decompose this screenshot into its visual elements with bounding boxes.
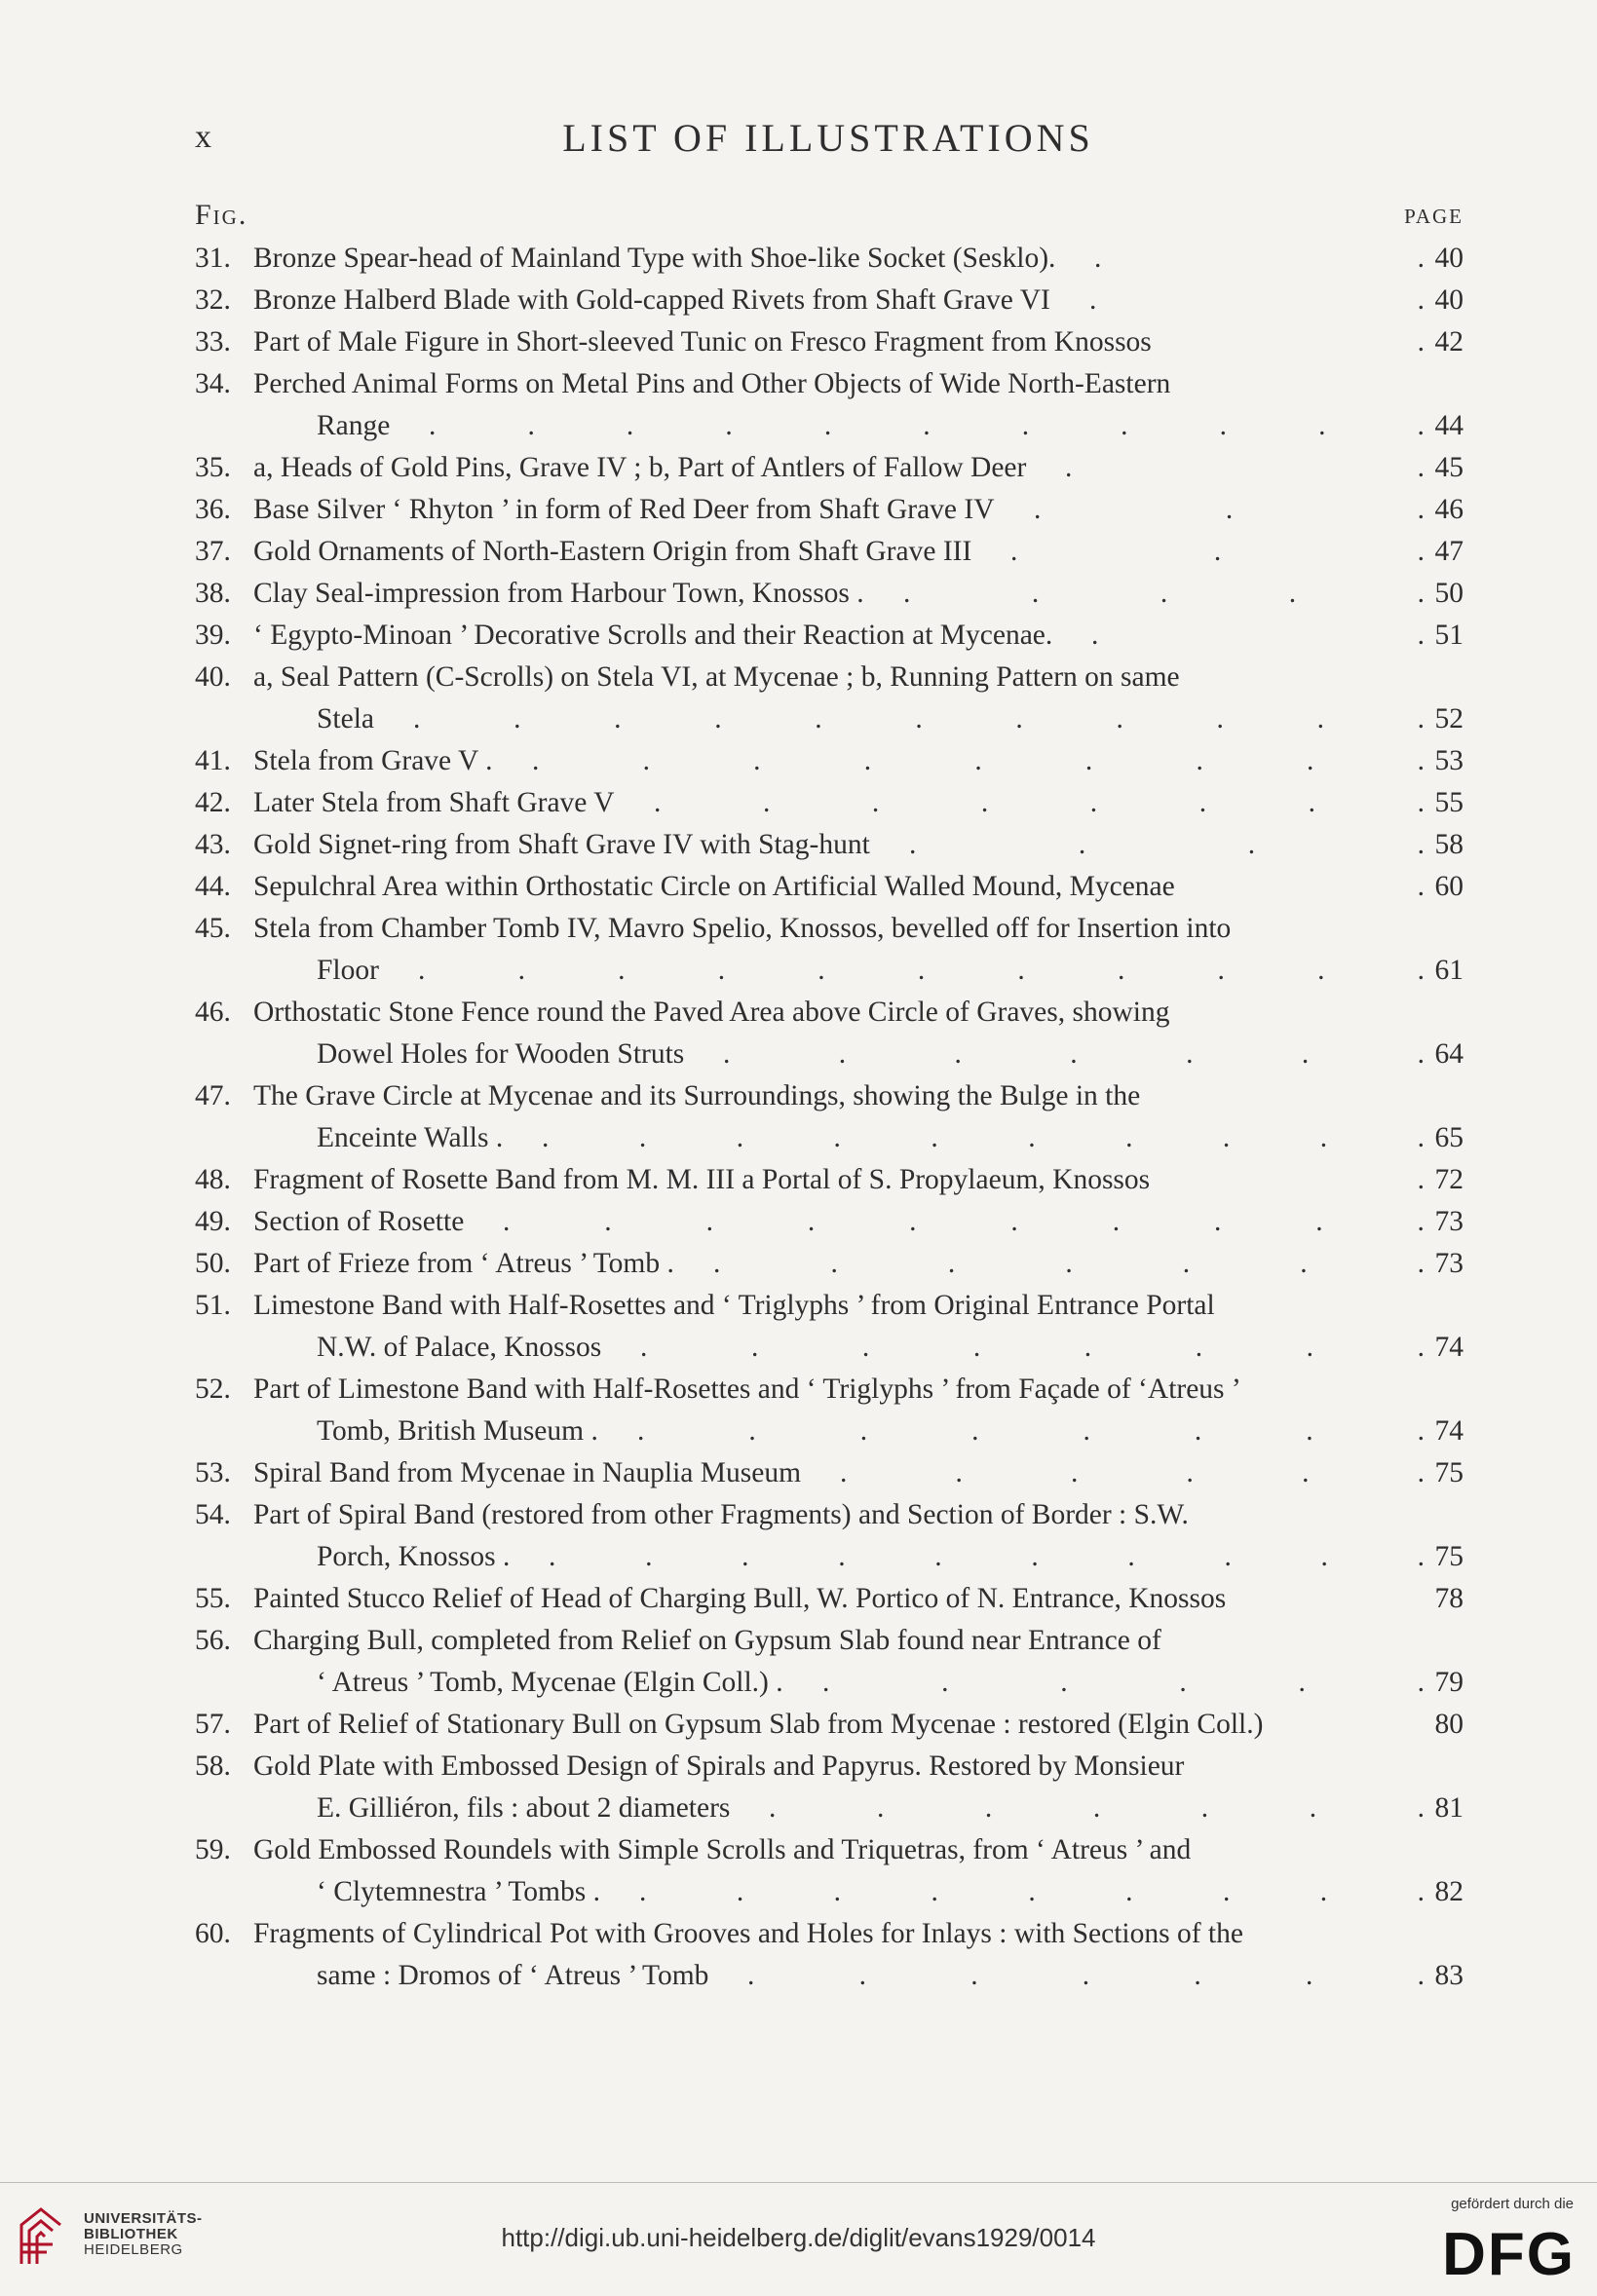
figure-caption-continued: E. Gilliéron, fils : about 2 diameters — [317, 1792, 731, 1824]
entry-line — [195, 1494, 1464, 1536]
figure-caption: Fragments of Cylindrical Pot with Grooves and Holes for Inlays : with Sections of the — [253, 1918, 1243, 1949]
leader-dots: . . . . — [909, 829, 1425, 860]
page-reference: 55 — [1434, 787, 1464, 818]
list-item — [195, 992, 1464, 1075]
entry-line — [195, 280, 1464, 321]
figure-caption: Bronze Halberd Blade with Gold-capped Rivets from Shaft Grave VI — [253, 284, 1050, 316]
entry-line — [195, 1871, 1464, 1913]
figure-caption: Part of Spiral Band (restored from other Fragments) and Section of Border : S.W. — [253, 1499, 1189, 1530]
leader-dots: . . — [1065, 452, 1425, 483]
figure-number: 53. — [195, 1457, 231, 1488]
list-item — [195, 363, 1464, 447]
figure-number: 47. — [195, 1080, 231, 1111]
figure-number: 51. — [195, 1290, 231, 1321]
list-item — [195, 866, 1464, 908]
page-reference: 81 — [1434, 1792, 1464, 1824]
page-reference: 75 — [1434, 1541, 1464, 1572]
entry-line — [195, 866, 1464, 908]
list-item — [195, 824, 1464, 866]
figure-number: 50. — [195, 1248, 231, 1279]
entry-line — [195, 363, 1464, 405]
page-reference: 52 — [1434, 703, 1464, 734]
figure-caption: Part of Limestone Band with Half-Rosettes and ‘ Triglyphs ’ from Façade of ‘Atreus ’ — [253, 1374, 1241, 1405]
list-item — [195, 1746, 1464, 1829]
page-reference: 60 — [1434, 871, 1464, 902]
leader-dots: . . . . . . . . . . — [542, 1122, 1425, 1153]
page-reference: 73 — [1434, 1206, 1464, 1237]
figure-caption: a, Heads of Gold Pins, Grave IV ; b, Part of Antlers of Fallow Deer — [253, 452, 1027, 483]
page-reference: 75 — [1434, 1457, 1464, 1488]
entry-line — [195, 1159, 1464, 1201]
figure-number: 45. — [195, 913, 231, 944]
entry-line — [195, 1829, 1464, 1871]
figure-caption: Orthostatic Stone Fence round the Paved Area above Circle of Graves, showing — [253, 997, 1170, 1028]
list-item — [195, 1243, 1464, 1285]
list-item — [195, 1578, 1464, 1620]
sponsor-caption: gefördert durch die — [1451, 2196, 1574, 2212]
page-header — [195, 115, 1462, 164]
figure-caption: Part of Relief of Stationary Bull on Gypsum Slab from Mycenae : restored (Elgin Coll.) — [253, 1709, 1264, 1740]
list-item — [195, 1369, 1464, 1452]
page-reference: 45 — [1434, 452, 1464, 483]
entry-line — [195, 1285, 1464, 1327]
page-reference: 64 — [1434, 1038, 1464, 1070]
figure-caption-continued: Tomb, British Museum . — [317, 1415, 598, 1447]
figure-number: 42. — [195, 787, 231, 818]
entry-line — [195, 1034, 1464, 1075]
entry-line — [195, 321, 1464, 363]
entry-line — [195, 1411, 1464, 1452]
figure-number: 40. — [195, 661, 231, 693]
entry-line — [195, 1788, 1464, 1829]
figure-caption-continued: ‘ Clytemnestra ’ Tombs . — [317, 1876, 600, 1907]
figure-number: 39. — [195, 620, 231, 651]
figure-caption-continued: Dowel Holes for Wooden Struts — [317, 1038, 685, 1070]
list-item — [195, 1285, 1464, 1369]
figure-caption: Later Stela from Shaft Grave V — [253, 787, 615, 818]
page-reference: 79 — [1434, 1667, 1464, 1698]
list-item — [195, 1704, 1464, 1746]
footer-divider — [0, 2182, 1597, 2183]
entry-line — [195, 657, 1464, 698]
list-column-headers — [195, 199, 1464, 232]
entry-line — [195, 238, 1464, 280]
leader-dots: . — [1417, 326, 1425, 358]
figure-number: 54. — [195, 1499, 231, 1530]
list-item — [195, 615, 1464, 657]
figure-caption: Clay Seal-impression from Harbour Town, Knossos . — [253, 578, 864, 609]
leader-dots: . . . . . . . . . . . — [413, 703, 1425, 734]
list-item — [195, 1829, 1464, 1913]
library-name-line1: UNIVERSITÄTS- — [84, 2210, 203, 2227]
entry-line — [195, 698, 1464, 740]
figure-number: 44. — [195, 871, 231, 902]
entry-line — [195, 740, 1464, 782]
figure-caption: Limestone Band with Half-Rosettes and ‘ Triglyphs ’ from Original Entrance Portal — [253, 1290, 1215, 1321]
page-reference: 65 — [1434, 1122, 1464, 1153]
figure-number: 49. — [195, 1206, 231, 1237]
list-item — [195, 447, 1464, 489]
figure-caption: Gold Embossed Roundels with Simple Scrolls and Triquetras, from ‘ Atreus ’ and — [253, 1834, 1192, 1865]
list-item — [195, 1075, 1464, 1159]
figure-caption: Gold Ornaments of North-Eastern Origin from Shaft Grave III — [253, 536, 972, 567]
entry-line — [195, 1243, 1464, 1285]
list-item — [195, 280, 1464, 321]
leader-dots: . . . . . — [903, 578, 1425, 609]
list-item — [195, 1494, 1464, 1578]
leader-dots: . . . . . . . . . — [639, 1876, 1425, 1907]
figure-caption-continued: same : Dromos of ‘ Atreus ’ Tomb — [317, 1960, 709, 1991]
figure-caption: Part of Frieze from ‘ Atreus ’ Tomb . — [253, 1248, 674, 1279]
list-item — [195, 489, 1464, 531]
list-item — [195, 321, 1464, 363]
figure-caption: Section of Rosette — [253, 1206, 465, 1237]
leader-dots: . . . — [1010, 536, 1425, 567]
figure-number: 59. — [195, 1834, 231, 1865]
figure-number: 34. — [195, 368, 231, 399]
figure-number: 38. — [195, 578, 231, 609]
list-item — [195, 908, 1464, 992]
figure-number: 52. — [195, 1374, 231, 1405]
entry-line — [195, 1662, 1464, 1704]
figure-caption: Perched Animal Forms on Metal Pins and Other Objects of Wide North-Eastern — [253, 368, 1171, 399]
page-reference: 40 — [1434, 243, 1464, 274]
figure-caption: The Grave Circle at Mycenae and its Surroundings, showing the Bulge in the — [253, 1080, 1141, 1111]
figure-caption: Base Silver ‘ Rhyton ’ in form of Red Deer from Shaft Grave IV — [253, 494, 995, 525]
leader-dots: . . . . . . . . . — [532, 745, 1425, 776]
leader-dots: . — [1417, 1164, 1425, 1195]
entry-line — [195, 531, 1464, 573]
page-column-label: PAGE — [1404, 205, 1464, 228]
figure-number: 36. — [195, 494, 231, 525]
entry-line — [195, 1704, 1464, 1746]
footer-bar — [0, 2182, 1597, 2296]
entry-line — [195, 1369, 1464, 1411]
list-item — [195, 573, 1464, 615]
entry-line — [195, 1913, 1464, 1955]
leader-dots: . . . . . . . . — [640, 1332, 1425, 1363]
figure-caption: Fragment of Rosette Band from M. M. III a Portal of S. Propylaeum, Knossos — [253, 1164, 1151, 1195]
figure-number: 31. — [195, 243, 231, 274]
leader-dots: . . . . . . . . . . . — [418, 955, 1425, 986]
leader-dots: . . — [1089, 284, 1425, 316]
list-item — [195, 1452, 1464, 1494]
leader-dots: . . . — [1034, 494, 1425, 525]
page-reference: 74 — [1434, 1415, 1464, 1447]
page-reference: 51 — [1434, 620, 1464, 651]
entry-line — [195, 782, 1464, 824]
figure-number: 35. — [195, 452, 231, 483]
entry-line — [195, 1746, 1464, 1788]
entry-line — [195, 1452, 1464, 1494]
list-item — [195, 1201, 1464, 1243]
list-item — [195, 782, 1464, 824]
figure-caption: Sepulchral Area within Orthostatic Circle on Artificial Walled Mound, Mycenae — [253, 871, 1175, 902]
page-reference: 72 — [1434, 1164, 1464, 1195]
page-reference: 58 — [1434, 829, 1464, 860]
page-reference: 42 — [1434, 326, 1464, 358]
entry-line — [195, 1327, 1464, 1369]
leader-dots: . . . . . . — [822, 1667, 1425, 1698]
entry-line — [195, 573, 1464, 615]
entry-line — [195, 1620, 1464, 1662]
figure-number: 32. — [195, 284, 231, 316]
entry-line — [195, 1536, 1464, 1578]
list-item — [195, 531, 1464, 573]
leader-dots: . . . . . . . . . . — [549, 1541, 1425, 1572]
figure-caption: Charging Bull, completed from Relief on Gypsum Slab found near Entrance of — [253, 1625, 1161, 1656]
entry-line — [195, 908, 1464, 950]
entry-line — [195, 405, 1464, 447]
page-reference: 82 — [1434, 1876, 1464, 1907]
page-reference: 47 — [1434, 536, 1464, 567]
page-reference: 80 — [1434, 1709, 1464, 1740]
figure-number: 48. — [195, 1164, 231, 1195]
page-reference: 78 — [1434, 1583, 1464, 1614]
page-number: x — [195, 119, 212, 155]
figure-caption-continued: Enceinte Walls . — [317, 1122, 504, 1153]
library-name-line3: HEIDELBERG — [84, 2241, 183, 2258]
page-title: LIST OF ILLUSTRATIONS — [562, 116, 1094, 160]
figure-number: 41. — [195, 745, 231, 776]
figure-caption: ‘ Egypto-Minoan ’ Decorative Scrolls and their Reaction at Mycenae. — [253, 620, 1053, 651]
entry-line — [195, 824, 1464, 866]
leader-dots: . . . . . . . — [769, 1792, 1425, 1824]
leader-dots: . . . . . . . . — [654, 787, 1425, 818]
library-name-line2: BIBLIOTHEK — [84, 2226, 178, 2242]
figure-caption: Bronze Spear-head of Mainland Type with Shoe-like Socket (Sesklo). — [253, 243, 1056, 274]
leader-dots: . . . . . . — [840, 1457, 1425, 1488]
leader-dots: . . . . . . . — [723, 1038, 1425, 1070]
leader-dots: . — [1417, 871, 1425, 902]
figure-caption-continued: Stela — [317, 703, 374, 734]
leader-dots: . . . . . . . . — [637, 1415, 1425, 1447]
figure-number: 33. — [195, 326, 231, 358]
entry-line — [195, 1075, 1464, 1117]
figure-caption: Spiral Band from Mycenae in Nauplia Museum — [253, 1457, 802, 1488]
page-reference: 53 — [1434, 745, 1464, 776]
figure-caption: Stela from Grave V . — [253, 745, 493, 776]
page-reference: 73 — [1434, 1248, 1464, 1279]
illustrations-list — [195, 238, 1464, 1997]
figure-caption: Part of Male Figure in Short-sleeved Tunic on Fresco Fragment from Knossos — [253, 326, 1152, 358]
figure-caption-continued: N.W. of Palace, Knossos — [317, 1332, 602, 1363]
list-item — [195, 1159, 1464, 1201]
page-reference: 74 — [1434, 1332, 1464, 1363]
figure-number: 57. — [195, 1709, 231, 1740]
entry-line — [195, 950, 1464, 992]
leader-dots: . . — [1094, 243, 1425, 274]
entry-line — [195, 1201, 1464, 1243]
entry-line — [195, 1117, 1464, 1159]
entry-line — [195, 489, 1464, 531]
list-item — [195, 1620, 1464, 1704]
figure-number: 55. — [195, 1583, 231, 1614]
figure-caption-continued: Porch, Knossos . — [317, 1541, 511, 1572]
figure-caption-continued: ‘ Atreus ’ Tomb, Mycenae (Elgin Coll.) . — [317, 1667, 783, 1698]
figure-number: 56. — [195, 1625, 231, 1656]
figure-caption-continued: Floor — [317, 955, 379, 986]
list-item — [195, 740, 1464, 782]
leader-dots: . . . . . . . . . . — [503, 1206, 1425, 1237]
list-item — [195, 657, 1464, 740]
page-reference: 83 — [1434, 1960, 1464, 1991]
page-reference: 50 — [1434, 578, 1464, 609]
entry-line — [195, 447, 1464, 489]
fig-column-label: Fig. — [195, 199, 248, 231]
page-reference: 46 — [1434, 494, 1464, 525]
figure-caption-continued: Range — [317, 410, 391, 441]
leader-dots: . . . . . . . . . . . — [429, 410, 1425, 441]
page-reference: 61 — [1434, 955, 1464, 986]
figure-caption: Gold Signet-ring from Shaft Grave IV with Stag-hunt — [253, 829, 870, 860]
page-reference: 40 — [1434, 284, 1464, 316]
figure-caption: a, Seal Pattern (C-Scrolls) on Stela VI, at Mycenae ; b, Running Pattern on same — [253, 661, 1180, 693]
list-item — [195, 238, 1464, 280]
dfg-logo: DFG — [1442, 2221, 1576, 2288]
figure-number: 58. — [195, 1750, 231, 1782]
entry-line — [195, 992, 1464, 1034]
list-item — [195, 1913, 1464, 1997]
figure-number: 37. — [195, 536, 231, 567]
entry-line — [195, 615, 1464, 657]
leader-dots: . . . . . . . — [747, 1960, 1425, 1991]
leader-dots: . . . . . . . — [713, 1248, 1425, 1279]
figure-caption: Stela from Chamber Tomb IV, Mavro Spelio, Knossos, bevelled off for Insertion into — [253, 913, 1232, 944]
leader-dots: . . — [1091, 620, 1425, 651]
page-reference: 44 — [1434, 410, 1464, 441]
figure-number: 43. — [195, 829, 231, 860]
figure-caption: Painted Stucco Relief of Head of Charging Bull, W. Portico of N. Entrance, Knossos — [253, 1583, 1227, 1614]
source-url-link[interactable]: http://digi.ub.uni-heidelberg.de/diglit/evans1929/0014 — [501, 2223, 1096, 2252]
entry-line — [195, 1955, 1464, 1997]
entry-line — [195, 1578, 1464, 1620]
figure-number: 60. — [195, 1918, 231, 1949]
figure-caption: Gold Plate with Embossed Design of Spirals and Papyrus. Restored by Monsieur — [253, 1750, 1185, 1782]
figure-number: 46. — [195, 997, 231, 1028]
